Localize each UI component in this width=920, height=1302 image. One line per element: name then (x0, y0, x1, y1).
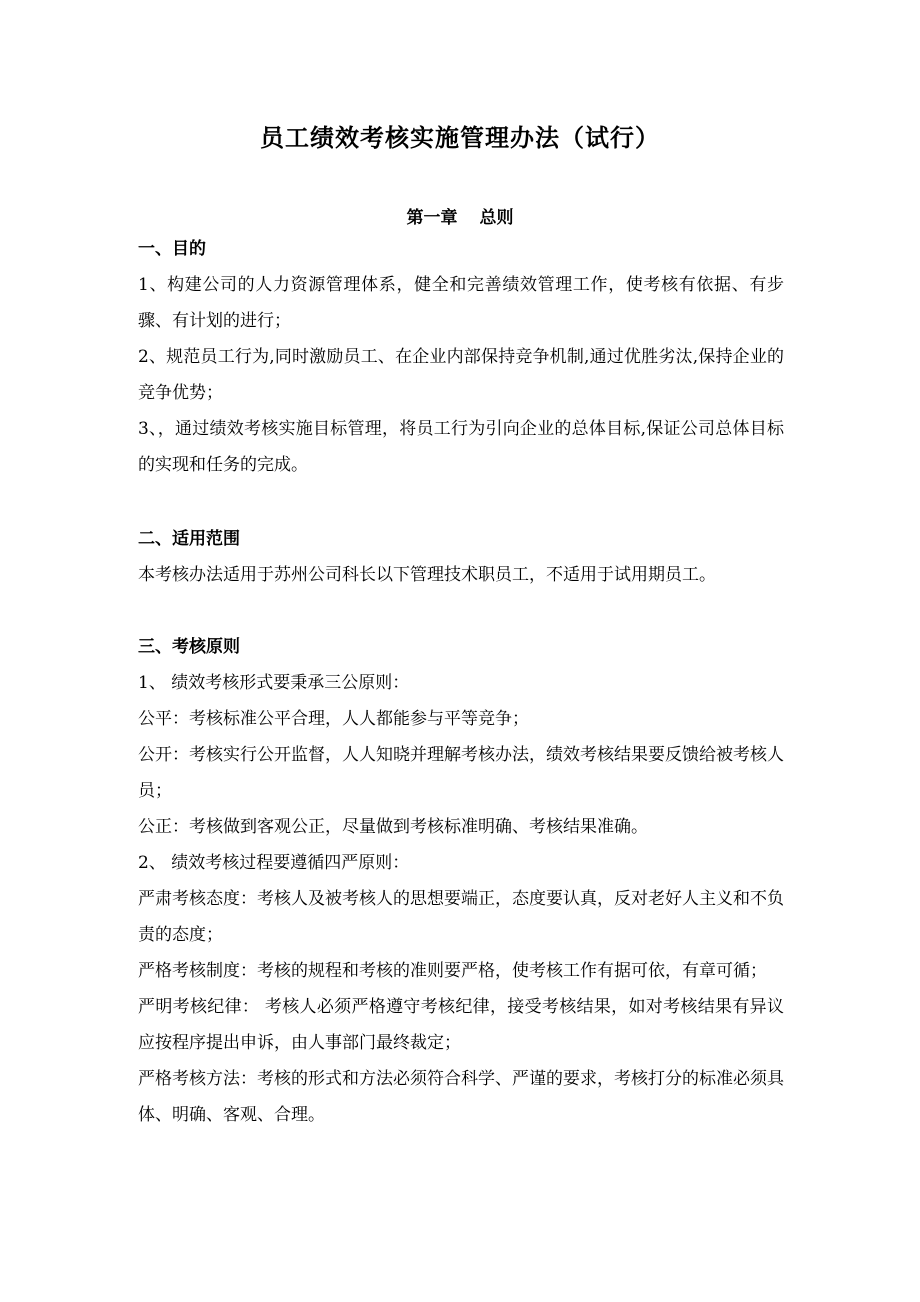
chapter-heading (0, 203, 920, 228)
paragraph: 2、规范员工行为,同时激励员工、在企业内部保持竞争机制,通过优胜劣汰,保持企业的竞争优势； (138, 347, 784, 403)
section-heading: 二、适用范围 (138, 529, 240, 549)
paragraph: 本考核办法适用于苏州公司科长以下管理技术职员工，不适用于试用期员工。 (138, 565, 716, 585)
paragraph: 严明考核纪律： 考核人必须严格遵守考核纪律，接受考核结果，如对考核结果有异议应按程序提出申诉，由人事部门最终裁定； (138, 997, 784, 1053)
document-title: 员工绩效考核实施管理办法（试行） (260, 124, 660, 152)
paragraph: 严格考核方法：考核的形式和方法必须符合科学、严谨的要求，考核打分的标准必须具体、明确、客观、合理。 (138, 1069, 784, 1125)
paragraph: 3、，通过绩效考核实施目标管理，将员工行为引向企业的总体目标,保证公司总体目标的实现和任务的完成。 (138, 419, 784, 475)
paragraph: 严格考核制度：考核的规程和考核的准则要严格，使考核工作有据可依，有章可循； (138, 961, 767, 981)
paragraph: 公开：考核实行公开监督，人人知晓并理解考核办法，绩效考核结果要反馈给被考核人员； (138, 745, 784, 801)
section-heading: 一、目的 (138, 239, 206, 259)
paragraph: 1、构建公司的人力资源管理体系，健全和完善绩效管理工作，使考核有依据、有步骤、有计划的进行； (138, 275, 784, 331)
chapter-name: 总则 (479, 208, 514, 228)
chapter-label: 第一章 (406, 208, 458, 228)
section-purpose (138, 231, 784, 483)
paragraph: 2、 绩效考核过程要遵循四严原则： (138, 853, 410, 873)
paragraph: 严肃考核态度：考核人及被考核人的思想要端正，态度要认真，反对老好人主义和不负责的态度； (138, 889, 784, 945)
section-principles (138, 629, 784, 1133)
paragraph: 公平：考核标准公平合理，人人都能参与平等竞争； (138, 709, 529, 729)
section-heading: 三、考核原则 (138, 637, 240, 657)
paragraph: 1、 绩效考核形式要秉承三公原则： (138, 673, 410, 693)
paragraph: 公正：考核做到客观公正，尽量做到考核标准明确、考核结果准确。 (138, 817, 648, 837)
section-scope (138, 521, 784, 593)
